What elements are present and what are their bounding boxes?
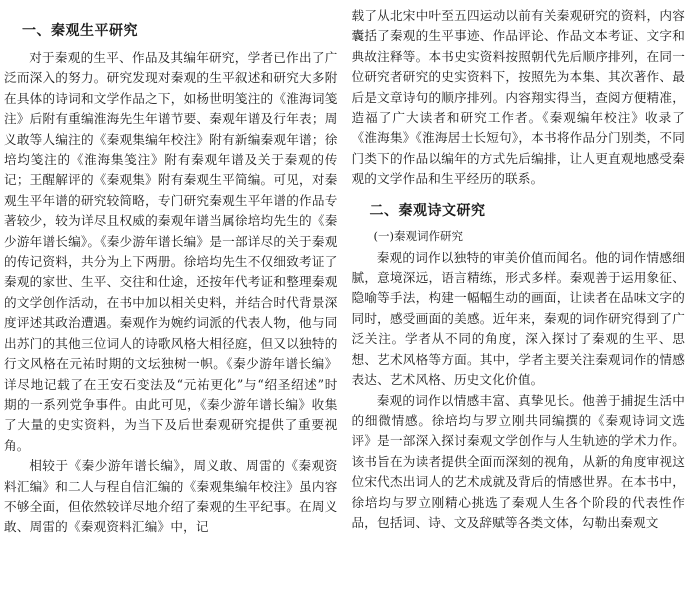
paragraph: 相较于《秦少游年谱长编》，周义敢、周雷的《秦观资料汇编》和二人与程自信汇编的《秦观集编年校注》虽内容不够全面，但依然较详尽地介绍了秦观的生平纪事。在周义敢、周雷的《秦观资料汇编》中，记: [4, 458, 338, 535]
right-column: [352, 0, 686, 590]
paragraph: 秦观的词作以独特的审美价值而闻名。他的词作情感细腻，意境深远，语言精练，形式多样。秦观善于运用象征、隐喻等手法，构建一幅幅生动的画面，让读者在品味文字的同时，感受画面的美感。近年来，秦观的词作研究得到了广泛关注。学者从不同的角度，深入探讨了秦观的生平、思想、艺术风格等方面。其中，学者主要关注秦观词作的情感表达、艺术风格、历史文化价值。: [351, 249, 685, 388]
paragraph: 对于秦观的生平、作品及其编年研究，学者已作出了广泛而深入的努力。研究发现对秦观的生平叙述和研究大多附在具体的诗词和文学作品之下，如杨世明笺注的《淮海词笺注》后附有重编淮海先生年谱节要、秦观年谱及行年表；周义敢等人编注的《秦观集编年校注》附有新编秦观年谱；徐培均笺注的《淮海集笺注》附有秦观年谱及关于秦观的传记；王醒解评的《秦观集》附有秦观生平简编。可见，对秦观生平年谱的研究较简略，专门研究秦观生平年谱的作品专著较少，较为详尽且权威的秦观年谱当属徐培均先生的《秦少游年谱长编》。《秦少游年谱长编》是一部详尽的关于秦观的传记资料，共分为上下两册。徐培均先生不仅细致考证了秦观的家世、生平、交往和仕途，还按年代考证和整理秦观的文学创作活动，在书中加以相关史料，并结合时代背景深度评述其政治遭遇。秦观作为婉约词派的代表人物，他与同出苏门的其他三位词人的诗歌风格大相径庭，但又以独特的行文风格在元祐时期的文坛独树一帜。《秦少游年谱长编》详尽地记载了在王安石变法及“元祐更化”与“绍圣绍述”时期的一系列党争事件。由此可见，《秦少游年谱长编》收集了大量的史实资料，为当下及后世秦观研究提供了重要视角。: [4, 50, 338, 453]
paragraph: 秦观的词作以情感丰富、真挚见长。他善于捕捉生活中的细微情感。徐培均与罗立刚共同编撰的《秦观诗词文选评》是一部深入探讨秦观文学创作与人生轨迹的学术力作。该书旨在为读者提供全面而深刻的视角，从新的角度审视这位宋代杰出词人的艺术成就及背后的情感世界。在本书中，徐培均与罗立刚精心挑选了秦观人生各个阶段的代表性作品，包括词、诗、文及辞赋等各类文体，勾勒出秦观文: [351, 392, 685, 530]
section-heading-life-study: 一、秦观生平研究: [22, 23, 138, 39]
section-heading-poetry-study: 二、秦观诗文研究: [369, 202, 486, 219]
left-column: [4, 0, 338, 590]
subsection-heading-ci-study: (一)秦观词作研究: [373, 228, 463, 243]
paragraph-continued: 载了从北宋中叶至五四运动以前有关秦观研究的资料，内容囊括了秦观的生平事迹、作品评论、作品文本考证、文字和典故注释等。本书史实资料按照朝代先后顺序排列，在同一位研究者研究的史实资料下，按照先为本集、其次著作、最后是文章诗句的顺序排列。内容翔实得当，查阅方便精准，造福了广大读者和研究工作者。《秦观编年校注》收录了《淮海集》《淮海居士长短句》，本书将作品分门别类，不同门类下的作品以编年的方式先后编排，让人更直观地感受秦观的文学作品和生平经历的联系。: [351, 8, 685, 187]
